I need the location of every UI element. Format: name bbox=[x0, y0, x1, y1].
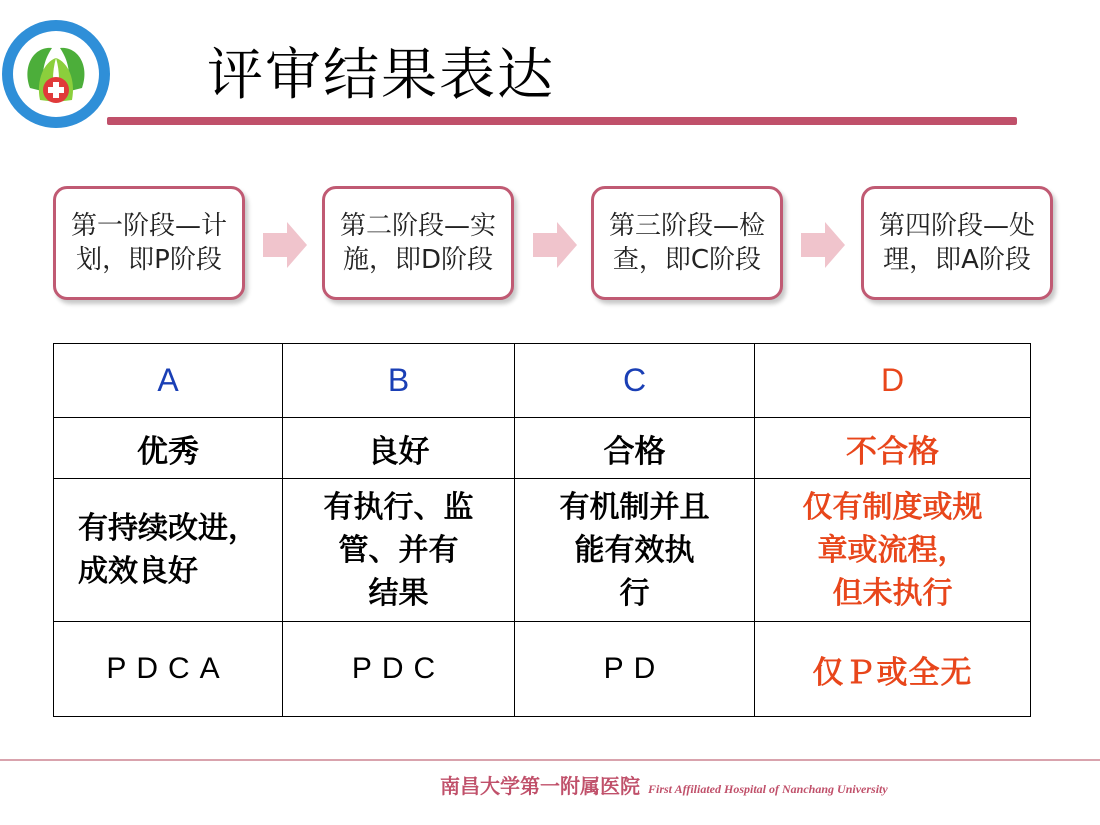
stage-check-text: 第三阶段—检 查，即C阶段 bbox=[608, 211, 765, 275]
table-cell bbox=[54, 418, 283, 479]
stage-do-text: 第二阶段—实 施，即D阶段 bbox=[339, 211, 496, 275]
grade-table bbox=[53, 343, 1031, 717]
table-cell bbox=[54, 479, 283, 622]
stage-plan bbox=[53, 186, 245, 300]
table-cell bbox=[283, 418, 515, 479]
arrow-right-icon bbox=[263, 222, 307, 268]
table-cell bbox=[755, 344, 1031, 418]
stage-check bbox=[591, 186, 783, 300]
pdca-stages: PD bbox=[603, 652, 666, 685]
grade-level: 良好 bbox=[367, 433, 430, 470]
grade-letter: A bbox=[157, 362, 179, 398]
table-cell bbox=[283, 344, 515, 418]
footer-hospital-name: 南昌大学第一附属医院 bbox=[440, 774, 640, 798]
table-row bbox=[54, 418, 1031, 479]
grade-description: 仅有制度或规 章或流程， 但未执行 bbox=[802, 489, 983, 611]
stage-plan-text: 第一阶段—计 划，即P阶段 bbox=[70, 211, 227, 275]
grade-letter: B bbox=[387, 362, 410, 398]
arrow-right-icon bbox=[533, 222, 577, 268]
table-row bbox=[54, 622, 1031, 717]
footer-divider bbox=[0, 759, 1100, 761]
table-cell bbox=[283, 622, 515, 717]
arrow-right-icon bbox=[801, 222, 845, 268]
pdca-stages: 仅Ｐ或全无 bbox=[812, 654, 973, 691]
table-row bbox=[54, 344, 1031, 418]
page-title: 评审结果表达 bbox=[207, 43, 555, 108]
grade-letter: D bbox=[880, 362, 905, 398]
pdca-stages: PDC bbox=[351, 652, 446, 685]
footer bbox=[440, 770, 888, 799]
grade-description: 有执行、监 管、并有 结果 bbox=[323, 489, 474, 611]
stage-do bbox=[322, 186, 514, 300]
grade-level: 优秀 bbox=[137, 433, 199, 470]
stage-act-text: 第四阶段—处 理，即A阶段 bbox=[878, 211, 1035, 275]
grade-level: 合格 bbox=[603, 433, 666, 470]
table-cell bbox=[755, 622, 1031, 717]
table-cell bbox=[755, 479, 1031, 622]
grade-level: 不合格 bbox=[846, 433, 939, 470]
table-cell bbox=[515, 418, 755, 479]
grade-description: 有持续改进， 成效良好 bbox=[78, 511, 258, 589]
table-row bbox=[54, 479, 1031, 622]
stage-act bbox=[861, 186, 1053, 300]
footer-hospital-name-en: First Affiliated Hospital of Nanchang University bbox=[648, 782, 888, 796]
table-cell bbox=[54, 622, 283, 717]
pdca-stages: PDCA bbox=[106, 652, 230, 685]
table-cell bbox=[283, 479, 515, 622]
table-cell bbox=[515, 344, 755, 418]
grade-description: 有机制并且 能有效执 行 bbox=[559, 489, 710, 611]
table-cell bbox=[515, 479, 755, 622]
grade-letter: C bbox=[622, 362, 647, 398]
table-cell bbox=[515, 622, 755, 717]
table-cell bbox=[54, 344, 283, 418]
table-cell bbox=[755, 418, 1031, 479]
pdca-flow bbox=[0, 0, 1100, 330]
